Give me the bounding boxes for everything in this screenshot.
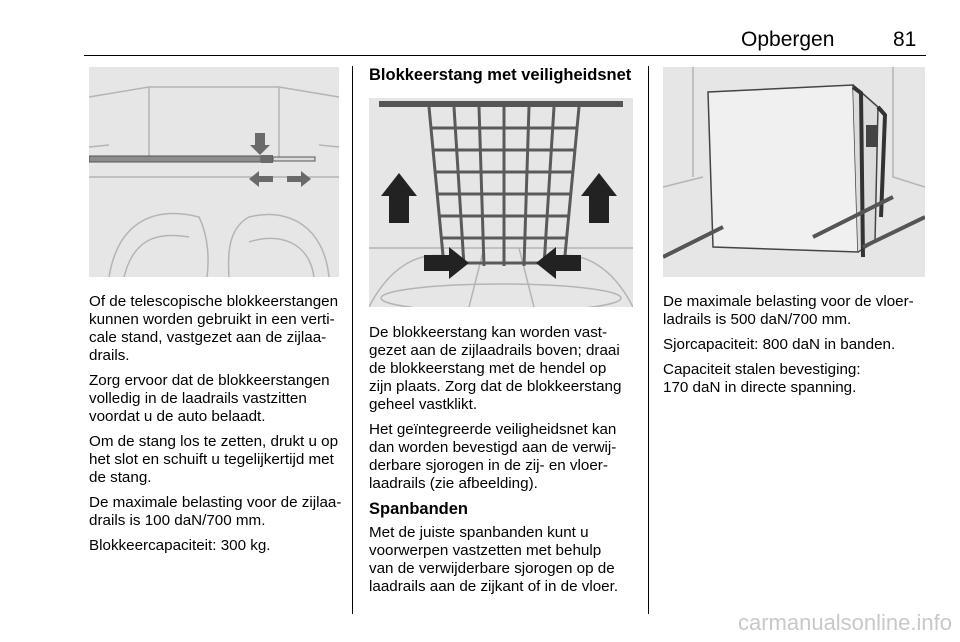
column-1-text (89, 293, 351, 562)
paragraph: Met de juiste spanbanden kunt u voorwerpen vastzetten met behulp van de verwijderbare sjorogen op de laadrails aan de zijkant of in de vloer. (369, 524, 619, 595)
paragraph: Capaciteit stalen bevestiging: 170 daN in directe spanning. (663, 361, 861, 396)
figure-safety-net (369, 98, 633, 307)
header-rule (84, 55, 926, 56)
paragraph: Blokkeercapaciteit: 300 kg. (89, 537, 271, 554)
paragraph: Het geïntegreerde veiligheidsnet kan dan worden bevestigd aan de verwij- derbare sjorogen in de zij- en vloer- laadrails (zie afbeelding). (369, 421, 617, 492)
figure-cargo-straps-illustration (663, 67, 925, 277)
paragraph: De maximale belasting voor de vloer- ladrails is 500 daN/700 mm. (663, 293, 914, 328)
figure-telescopic-bar (89, 67, 339, 277)
paragraph: De blokkeerstang kan worden vast- gezet aan de zijlaadrails boven; draai de blokkeerstang met de hendel op zijn plaats. Zorg dat de blokkeerstang geheel vastklikt. (369, 324, 622, 413)
column-divider-2 (648, 66, 649, 614)
paragraph: Sjorcapaciteit: 800 daN in banden. (663, 336, 896, 353)
paragraph: Zorg ervoor dat de blokkeerstangen volledig in de laadrails vastzitten voordat u de auto belaadt. (89, 372, 330, 425)
sub-heading: Spanbanden (369, 500, 469, 518)
figure-safety-net-illustration (369, 98, 633, 307)
column-divider-1 (352, 66, 353, 614)
paragraph: De maximale belasting voor de zijlaa- drails is 100 daN/700 mm. (89, 494, 342, 529)
section-heading: Blokkeerstang met veiligheidsnet (369, 66, 632, 84)
page-header-title: Opbergen (741, 28, 835, 51)
column-3-text (663, 293, 933, 404)
column-2-text (369, 324, 641, 603)
watermark: carmanualsonline.info (737, 610, 952, 635)
paragraph: Om de stang los te zetten, drukt u op het slot en schuift u tegelijkertijd met de stang. (89, 433, 339, 486)
paragraph: Of de telescopische blokkeerstangen kunnen worden gebruikt in een verti- cale stand, vastgezet aan de zijlaa- drails. (89, 293, 339, 364)
figure-telescopic-bar-illustration (89, 67, 339, 277)
page-number: 81 (893, 28, 917, 51)
figure-cargo-straps (663, 67, 925, 277)
